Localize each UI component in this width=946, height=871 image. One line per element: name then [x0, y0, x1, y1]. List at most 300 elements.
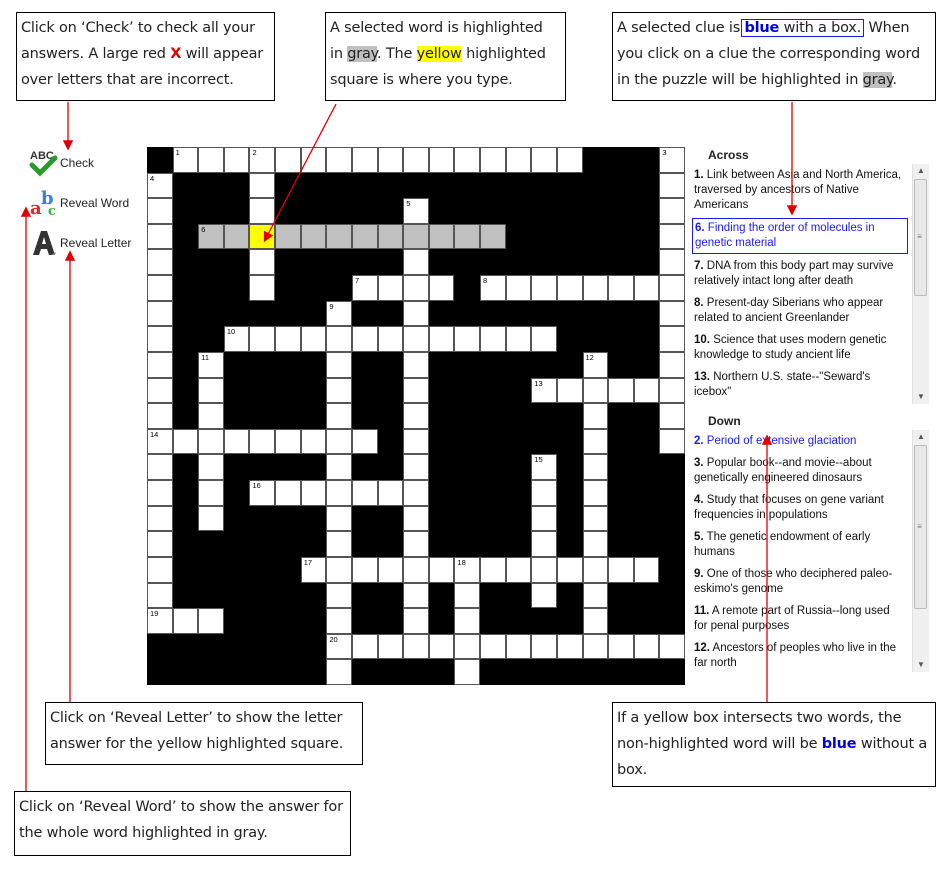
across-clue-list[interactable]	[692, 166, 908, 402]
clue-number: 9.	[694, 568, 704, 580]
grid-cell[interactable]	[301, 557, 327, 583]
grid-cell[interactable]	[352, 275, 378, 301]
clue-item[interactable]	[692, 602, 908, 636]
grid-cell[interactable]	[506, 634, 532, 660]
grid-cell[interactable]	[429, 557, 455, 583]
selected-word-cell[interactable]	[224, 224, 250, 250]
block-cell	[480, 583, 506, 609]
reveal-word-button[interactable]	[29, 188, 129, 218]
scroll-down-icon[interactable]: ▼	[917, 392, 925, 401]
block-cell	[147, 147, 173, 173]
grid-cell[interactable]	[583, 480, 609, 506]
grid-cell[interactable]	[275, 326, 301, 352]
grid-cell[interactable]	[659, 634, 685, 660]
block-cell	[454, 506, 480, 532]
grid-cell[interactable]	[557, 147, 583, 173]
grid-cell[interactable]	[198, 608, 224, 634]
grid-cell[interactable]	[275, 429, 301, 455]
grid-cell[interactable]	[249, 173, 275, 199]
block-cell	[454, 301, 480, 327]
block-cell	[429, 249, 455, 275]
block-cell	[429, 531, 455, 557]
block-cell	[301, 301, 327, 327]
block-cell	[659, 583, 685, 609]
grid-cell[interactable]	[326, 378, 352, 404]
grid-cell[interactable]	[454, 634, 480, 660]
grid-cell[interactable]	[429, 326, 455, 352]
grid-cell[interactable]	[326, 634, 352, 660]
clue-text: Popular book--and movie--about genetically engineered dinosaurs	[694, 457, 872, 484]
grid-cell[interactable]	[659, 198, 685, 224]
clue-number: 20	[329, 634, 338, 644]
letter-a-icon	[29, 228, 59, 258]
grid-cell[interactable]	[301, 147, 327, 173]
grid-cell[interactable]	[403, 506, 429, 532]
block-cell	[557, 583, 583, 609]
grid-cell[interactable]	[403, 403, 429, 429]
selected-word-cell[interactable]	[429, 224, 455, 250]
clue-item[interactable]	[692, 432, 908, 451]
block-cell	[531, 249, 557, 275]
grid-cell[interactable]	[403, 557, 429, 583]
grid-cell[interactable]	[659, 275, 685, 301]
grid-cell[interactable]	[249, 480, 275, 506]
grid-cell[interactable]	[608, 275, 634, 301]
grid-cell[interactable]	[326, 454, 352, 480]
grid-cell[interactable]	[480, 634, 506, 660]
block-cell	[173, 326, 199, 352]
clue-item[interactable]	[692, 294, 908, 328]
svg-text:c: c	[48, 204, 56, 218]
clue-text: Ancestors of peoples who live in the far north	[694, 642, 897, 669]
grid-cell[interactable]	[608, 557, 634, 583]
grid-cell[interactable]	[173, 608, 199, 634]
grid-cell[interactable]	[531, 531, 557, 557]
clue-item[interactable]	[692, 639, 908, 672]
clue-item[interactable]	[692, 528, 908, 562]
grid-cell[interactable]	[326, 531, 352, 557]
block-cell	[583, 198, 609, 224]
grid-cell[interactable]	[531, 634, 557, 660]
grid-cell[interactable]	[659, 429, 685, 455]
grid-cell[interactable]	[403, 531, 429, 557]
grid-cell[interactable]	[403, 249, 429, 275]
grid-cell[interactable]	[557, 378, 583, 404]
down-scrollbar[interactable]	[912, 430, 929, 672]
scroll-up-icon[interactable]: ▲	[917, 432, 925, 441]
block-cell	[429, 198, 455, 224]
block-cell	[531, 403, 557, 429]
grid-cell[interactable]	[249, 429, 275, 455]
block-cell	[224, 608, 250, 634]
block-cell	[301, 275, 327, 301]
grid-cell[interactable]	[326, 583, 352, 609]
grid-cell[interactable]	[659, 326, 685, 352]
block-cell	[429, 301, 455, 327]
grid-cell[interactable]	[378, 275, 404, 301]
block-cell	[301, 173, 327, 199]
clue-text: Link between Asia and North America, traversed by ancestors of Native Americans	[694, 169, 902, 211]
grid-cell[interactable]	[147, 301, 173, 327]
grid-cell[interactable]	[480, 326, 506, 352]
block-cell	[531, 224, 557, 250]
clue-number: 13	[534, 378, 543, 388]
grid-cell[interactable]	[583, 634, 609, 660]
grid-cell[interactable]	[275, 147, 301, 173]
grid-cell[interactable]	[352, 326, 378, 352]
grid-cell[interactable]	[429, 275, 455, 301]
grid-cell[interactable]	[378, 147, 404, 173]
block-cell	[173, 198, 199, 224]
grid-cell[interactable]	[583, 403, 609, 429]
clue-item[interactable]	[692, 491, 908, 525]
callout-intersect	[612, 702, 936, 787]
grid-cell[interactable]	[583, 378, 609, 404]
grid-cell[interactable]	[659, 224, 685, 250]
across-panel	[692, 148, 930, 403]
selected-word-cell[interactable]	[275, 224, 301, 250]
clue-text: A remote part of Russia--long used for penal purposes	[694, 605, 890, 632]
grid-cell[interactable]	[531, 583, 557, 609]
grid-cell[interactable]	[147, 378, 173, 404]
grid-cell[interactable]	[326, 480, 352, 506]
grid-cell[interactable]	[173, 429, 199, 455]
grid-cell[interactable]	[301, 429, 327, 455]
grip-icon: ≡	[917, 522, 922, 531]
grid-cell[interactable]	[352, 429, 378, 455]
grid-cell[interactable]	[403, 480, 429, 506]
grid-cell[interactable]	[147, 583, 173, 609]
grid-cell[interactable]	[147, 454, 173, 480]
grid-cell[interactable]	[506, 557, 532, 583]
grid-cell[interactable]	[326, 506, 352, 532]
grid-cell[interactable]	[480, 147, 506, 173]
clue-item[interactable]	[692, 257, 908, 291]
grid-cell[interactable]	[454, 608, 480, 634]
block-cell	[352, 454, 378, 480]
grid-cell[interactable]	[147, 403, 173, 429]
block-cell	[352, 531, 378, 557]
block-cell	[224, 634, 250, 660]
grid-cell[interactable]	[506, 326, 532, 352]
selected-word-cell[interactable]	[378, 224, 404, 250]
grid-cell[interactable]	[147, 352, 173, 378]
grid-cell[interactable]	[326, 659, 352, 685]
grid-cell[interactable]	[326, 352, 352, 378]
grid-cell[interactable]	[659, 249, 685, 275]
clue-item[interactable]	[692, 331, 908, 365]
block-cell	[198, 531, 224, 557]
cursor-cell[interactable]	[249, 224, 275, 250]
callout-text: A selected clue is	[617, 20, 745, 36]
grid-cell[interactable]	[326, 147, 352, 173]
block-cell	[352, 173, 378, 199]
grid-cell[interactable]	[198, 429, 224, 455]
grid-cell[interactable]	[352, 480, 378, 506]
grid-cell[interactable]	[326, 326, 352, 352]
block-cell	[378, 429, 404, 455]
block-cell	[531, 352, 557, 378]
grid-cell[interactable]	[403, 352, 429, 378]
grid-cell[interactable]	[147, 480, 173, 506]
grid-cell[interactable]	[198, 352, 224, 378]
block-cell	[275, 403, 301, 429]
block-cell	[506, 583, 532, 609]
grid-cell[interactable]	[454, 326, 480, 352]
grid-cell[interactable]	[583, 454, 609, 480]
grid-cell[interactable]	[480, 557, 506, 583]
clue-number: 1.	[694, 169, 704, 181]
block-cell	[275, 275, 301, 301]
block-cell	[326, 173, 352, 199]
grid-cell[interactable]	[326, 608, 352, 634]
callout-text: Click on ‘Check’ to check all your answers. A large red	[21, 20, 255, 62]
grid-cell[interactable]	[249, 326, 275, 352]
grid-cell[interactable]	[403, 429, 429, 455]
block-cell	[403, 173, 429, 199]
grid-cell[interactable]	[531, 506, 557, 532]
abc-letters-icon	[29, 188, 59, 218]
grid-cell[interactable]	[403, 454, 429, 480]
grid-cell[interactable]	[249, 249, 275, 275]
scroll-down-icon[interactable]: ▼	[917, 660, 925, 669]
clue-item[interactable]	[692, 166, 908, 215]
grid-cell[interactable]	[173, 147, 199, 173]
block-cell	[659, 608, 685, 634]
grid-cell[interactable]	[378, 634, 404, 660]
selected-word-cell[interactable]	[326, 224, 352, 250]
grid-cell[interactable]	[480, 275, 506, 301]
grid-cell[interactable]	[147, 557, 173, 583]
across-scrollbar[interactable]	[912, 164, 929, 404]
grid-cell[interactable]	[531, 480, 557, 506]
grid-cell[interactable]	[531, 275, 557, 301]
grid-cell[interactable]	[403, 378, 429, 404]
block-cell	[173, 378, 199, 404]
grid-cell[interactable]	[583, 352, 609, 378]
grid-cell[interactable]	[147, 173, 173, 199]
clue-item[interactable]	[692, 218, 908, 254]
grid-cell[interactable]	[352, 557, 378, 583]
grid-cell[interactable]	[249, 275, 275, 301]
block-cell	[198, 275, 224, 301]
grid-cell[interactable]	[583, 608, 609, 634]
grid-cell[interactable]	[198, 480, 224, 506]
grid-cell[interactable]	[301, 326, 327, 352]
clue-item[interactable]	[692, 368, 908, 402]
grid-cell[interactable]	[557, 557, 583, 583]
block-cell	[352, 608, 378, 634]
callout-selected-clue	[612, 12, 936, 101]
grid-cell[interactable]	[326, 429, 352, 455]
grid-cell[interactable]	[249, 198, 275, 224]
grid-cell[interactable]	[531, 326, 557, 352]
grid-cell[interactable]	[198, 454, 224, 480]
block-cell	[454, 429, 480, 455]
grid-cell[interactable]	[454, 147, 480, 173]
grid-cell[interactable]	[659, 173, 685, 199]
clue-item[interactable]	[692, 565, 908, 599]
grid-cell[interactable]	[403, 198, 429, 224]
block-cell	[659, 454, 685, 480]
selected-word-cell[interactable]	[454, 224, 480, 250]
gray-sample: gray	[347, 46, 377, 62]
grid-cell[interactable]	[147, 224, 173, 250]
grid-cell[interactable]	[147, 608, 173, 634]
block-cell	[173, 531, 199, 557]
grid-cell[interactable]	[352, 634, 378, 660]
grid-cell[interactable]	[659, 352, 685, 378]
block-cell	[583, 224, 609, 250]
clue-text: One of those who deciphered paleo-eskimo's genome	[694, 568, 893, 595]
grid-cell[interactable]	[531, 557, 557, 583]
block-cell	[557, 173, 583, 199]
grid-cell[interactable]	[429, 634, 455, 660]
grid-cell[interactable]	[147, 249, 173, 275]
grid-cell[interactable]	[378, 326, 404, 352]
grid-cell[interactable]	[634, 275, 660, 301]
scroll-up-icon[interactable]: ▲	[917, 166, 925, 175]
grid-cell[interactable]	[326, 403, 352, 429]
block-cell	[275, 249, 301, 275]
block-cell	[557, 352, 583, 378]
grid-cell[interactable]	[403, 634, 429, 660]
block-cell	[480, 506, 506, 532]
block-cell	[198, 634, 224, 660]
block-cell	[301, 454, 327, 480]
grid-cell[interactable]	[583, 506, 609, 532]
selected-word-cell[interactable]	[403, 224, 429, 250]
grid-cell[interactable]	[249, 147, 275, 173]
grid-cell[interactable]	[634, 378, 660, 404]
grid-cell[interactable]	[403, 301, 429, 327]
block-cell	[608, 659, 634, 685]
grid-cell[interactable]	[659, 301, 685, 327]
grid-cell[interactable]	[378, 480, 404, 506]
grid-cell[interactable]	[429, 147, 455, 173]
grid-cell[interactable]	[403, 147, 429, 173]
selected-word-cell[interactable]	[352, 224, 378, 250]
callout-check	[16, 12, 275, 101]
grid-cell[interactable]	[224, 429, 250, 455]
grid-cell[interactable]	[275, 480, 301, 506]
grid-cell[interactable]	[454, 583, 480, 609]
grid-cell[interactable]	[147, 429, 173, 455]
grid-cell[interactable]	[659, 403, 685, 429]
selected-word-cell[interactable]	[301, 224, 327, 250]
grid-cell[interactable]	[326, 557, 352, 583]
down-clue-list[interactable]	[692, 432, 908, 672]
grid-cell[interactable]	[583, 275, 609, 301]
grid-cell[interactable]	[147, 275, 173, 301]
block-cell	[301, 506, 327, 532]
grid-cell[interactable]	[557, 634, 583, 660]
clue-number: 5.	[694, 531, 704, 543]
block-cell	[224, 249, 250, 275]
grid-cell[interactable]	[147, 531, 173, 557]
grid-cell[interactable]	[224, 147, 250, 173]
block-cell	[173, 454, 199, 480]
clue-item[interactable]	[692, 454, 908, 488]
grid-cell[interactable]	[147, 198, 173, 224]
grid-cell[interactable]	[557, 275, 583, 301]
grid-cell[interactable]	[454, 557, 480, 583]
grid-cell[interactable]	[403, 608, 429, 634]
grid-cell[interactable]	[659, 147, 685, 173]
grid-cell[interactable]	[147, 506, 173, 532]
block-cell	[480, 198, 506, 224]
block-cell	[198, 249, 224, 275]
block-cell	[480, 378, 506, 404]
grid-cell[interactable]	[531, 378, 557, 404]
grid-cell[interactable]	[403, 326, 429, 352]
block-cell	[249, 608, 275, 634]
block-cell	[173, 480, 199, 506]
block-cell	[608, 480, 634, 506]
block-cell	[506, 480, 532, 506]
grid-cell[interactable]	[403, 275, 429, 301]
block-cell	[608, 147, 634, 173]
grid-cell[interactable]	[634, 634, 660, 660]
block-cell	[301, 659, 327, 685]
grid-cell[interactable]	[301, 480, 327, 506]
block-cell	[301, 249, 327, 275]
grid-cell[interactable]	[506, 275, 532, 301]
block-cell	[608, 224, 634, 250]
grid-cell[interactable]	[583, 429, 609, 455]
block-cell	[557, 506, 583, 532]
yellow-sample: yellow	[416, 46, 462, 62]
grid-cell[interactable]	[531, 454, 557, 480]
block-cell	[506, 352, 532, 378]
clue-number: 10	[226, 327, 236, 337]
blue-sample: blue	[821, 736, 857, 752]
grid-cell[interactable]	[378, 557, 404, 583]
block-cell	[224, 403, 250, 429]
clue-number: 9	[329, 301, 334, 311]
grid-cell[interactable]	[634, 557, 660, 583]
block-cell	[557, 454, 583, 480]
selected-word-cell[interactable]	[198, 224, 224, 250]
grid-cell[interactable]	[506, 147, 532, 173]
grid-cell[interactable]	[608, 378, 634, 404]
grid-cell[interactable]	[583, 557, 609, 583]
clue-number: 8	[483, 276, 488, 286]
grid-cell[interactable]	[147, 326, 173, 352]
crossword-grid[interactable]	[147, 147, 685, 685]
grid-cell[interactable]	[224, 326, 250, 352]
grid-cell[interactable]	[531, 147, 557, 173]
grid-cell[interactable]	[198, 147, 224, 173]
selected-word-cell[interactable]	[480, 224, 506, 250]
grid-cell[interactable]	[403, 583, 429, 609]
grid-cell[interactable]	[583, 531, 609, 557]
grid-cell[interactable]	[198, 403, 224, 429]
grid-cell[interactable]	[608, 634, 634, 660]
grid-cell[interactable]	[659, 378, 685, 404]
grid-cell[interactable]	[583, 583, 609, 609]
block-cell	[224, 378, 250, 404]
grid-cell[interactable]	[352, 147, 378, 173]
grid-cell[interactable]	[198, 506, 224, 532]
grid-cell[interactable]	[198, 378, 224, 404]
check-button[interactable]	[29, 148, 94, 178]
grid-cell[interactable]	[454, 659, 480, 685]
block-cell	[301, 608, 327, 634]
block-cell	[659, 480, 685, 506]
reveal-letter-button[interactable]	[29, 228, 131, 258]
grid-cell[interactable]	[326, 301, 352, 327]
